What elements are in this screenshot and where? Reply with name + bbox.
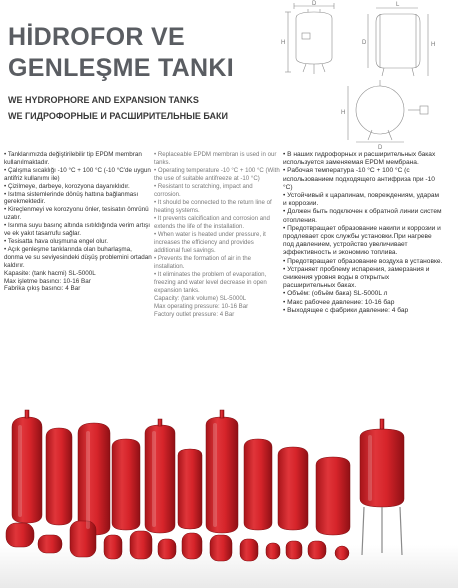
- small-tank: [286, 541, 302, 559]
- en-line: • Prevents the formation of air in the installation.: [154, 255, 251, 270]
- tanks-product-photo: [0, 395, 458, 588]
- tr-line: • Açık genleşme tanklarında olan buharlaşma, donma ve su seviyesindeki düşüş problemini ortadan kaldırır.: [4, 245, 152, 269]
- horizontal-tank-diagram: [368, 8, 428, 76]
- ru-capacity: • Объём: (объём бака) SL-5000L л: [283, 290, 388, 298]
- en-capacity: Capacity: (tank volume) SL-5000L: [154, 295, 247, 302]
- en-line: • It eliminates the problem of evaporation, freezing and water level decrease in open expansion tanks.: [154, 271, 267, 294]
- ru-line: • Предотвращает образование накипи и коррозии и продлевает срок службы установки.При нагреве под давлением, устройство увеличивает эффективность и экономию топлива.: [283, 224, 441, 257]
- small-tank: [6, 523, 34, 547]
- dim-l: L: [396, 2, 400, 8]
- tank-technical-diagrams: [268, 0, 458, 150]
- en-line: • It should be connected to the return line of heating systems.: [154, 199, 272, 214]
- ru-line: • Предотвращает образование воздуха в установке.: [283, 257, 443, 265]
- page-title: [8, 22, 268, 84]
- tr-capacity: Kapasite: (tank hacmi) SL-5000L: [4, 269, 96, 277]
- small-tank: [240, 539, 258, 561]
- tr-line: • Isınma suyu basınç altında ısıtıldığında verim artışı ve ek yakıt tasarrufu sağlar.: [4, 222, 151, 238]
- ru-line: • В наших гидрофорных и расширительных баках используется заменяемая EPDM мембрана.: [283, 151, 436, 167]
- tank: [316, 457, 350, 535]
- ru-line: • Устраняет проблему испарения, замерзания и снижения уровня воды в открытых расширительных баках.: [283, 265, 430, 290]
- ru-line: • Рабочая температура -10 °C + 100 °C (с использованием подходящего антифриза при -10 °C): [283, 167, 435, 191]
- tank: [78, 423, 110, 535]
- spherical-tank-diagram: [348, 80, 428, 142]
- small-tank: [104, 535, 122, 559]
- tank: [206, 410, 238, 533]
- ru-max-pressure: • Макс рабочее давление: 10-16 бар: [283, 298, 395, 306]
- small-tank: [70, 521, 96, 557]
- features-turkish: [4, 151, 152, 293]
- features-english: [154, 151, 280, 319]
- small-tank: [308, 541, 326, 559]
- tr-max-pressure: Max işletme basıncı: 10-16 Bar: [4, 277, 91, 285]
- tank: [360, 419, 404, 507]
- small-tank: [266, 543, 280, 559]
- vertical-tank-diagram: [285, 3, 334, 74]
- tank: [12, 410, 42, 523]
- tr-line: • Çizilmeye, darbeye, korozyona dayanıklıdır.: [4, 182, 130, 190]
- en-max-pressure: Max operating pressure: 10-16 Bar: [154, 303, 249, 310]
- small-tank: [158, 539, 176, 559]
- tr-line: • Tanklarımızda değiştirilebilir tip EPDM membran kullanılmaktadır.: [4, 151, 142, 166]
- en-line: • When water is heated under pressure, it increases the efficiency and provides additional fuel savings.: [154, 231, 266, 254]
- tr-line: • Kireçlenmeyi ve korozyonu önler, tesisatın ömrünü uzatır.: [4, 206, 149, 222]
- en-line: • It prevents calcification and corrosion and extends the life of the installation.: [154, 215, 270, 230]
- dim-h-vertical: H: [281, 40, 286, 46]
- small-tank: [210, 535, 232, 561]
- dim-h-side: H: [431, 42, 436, 48]
- ru-line: • Должен быть подключен к обратной линии систем отопления.: [283, 208, 442, 224]
- dim-d-top: D: [312, 1, 317, 7]
- small-tank: [182, 533, 202, 559]
- en-line: • Operating temperature -10 °C + 100 °C (With the use of suitable antifreeze at -10 °C): [154, 167, 280, 182]
- dim-h-sphere: H: [341, 110, 346, 116]
- tr-line: • Isıtma sistemlerinde dönüş hattına bağlanması gerekmektedir.: [4, 190, 139, 206]
- ru-line: • Устойчивый к царапинам, повреждениям, ударам и коррозии.: [283, 192, 440, 208]
- small-tank: [38, 535, 62, 553]
- small-tank: [130, 531, 152, 559]
- tr-line: • Tesisatta hava oluşmuna engel olur.: [4, 237, 108, 245]
- small-tank: [335, 546, 349, 560]
- features-russian: [283, 151, 443, 315]
- subtitle-russian: WE ГИДРОФОРНЫЕ И РАСШИРИТЕЛЬНЫЕ БАКИ: [8, 111, 228, 121]
- tank: [112, 439, 140, 530]
- subtitle-english: WE HYDROPHORE AND EXPANSION TANKS: [8, 95, 199, 105]
- en-line: • Resistant to scratching, impact and corrosion.: [154, 183, 253, 198]
- tank: [178, 449, 202, 529]
- tank: [244, 439, 272, 530]
- dim-d-sphere: D: [378, 145, 383, 150]
- ru-factory-pressure: • Выходящее с фабрики давление: 4 бар: [283, 306, 409, 314]
- title-line-2: GENLEŞME TANKI: [8, 54, 234, 82]
- en-line: • Replaceable EPDM membran is used in our tanks.: [154, 151, 277, 166]
- tank: [145, 419, 175, 533]
- en-factory-pressure: Factory outlet pressure: 4 Bar: [154, 311, 235, 318]
- title-line-1: HİDROFOR VE: [8, 23, 185, 51]
- tr-line: • Çalışma sıcaklığı -10 °C + 100 °C (-10 °C'de uygun antifriz kullanımı ile): [4, 166, 151, 182]
- tr-factory-pressure: Fabrika çıkış basıncı: 4 Bar: [4, 285, 81, 293]
- tank: [278, 447, 308, 530]
- dim-d-side: D: [362, 40, 367, 46]
- tank: [46, 428, 72, 525]
